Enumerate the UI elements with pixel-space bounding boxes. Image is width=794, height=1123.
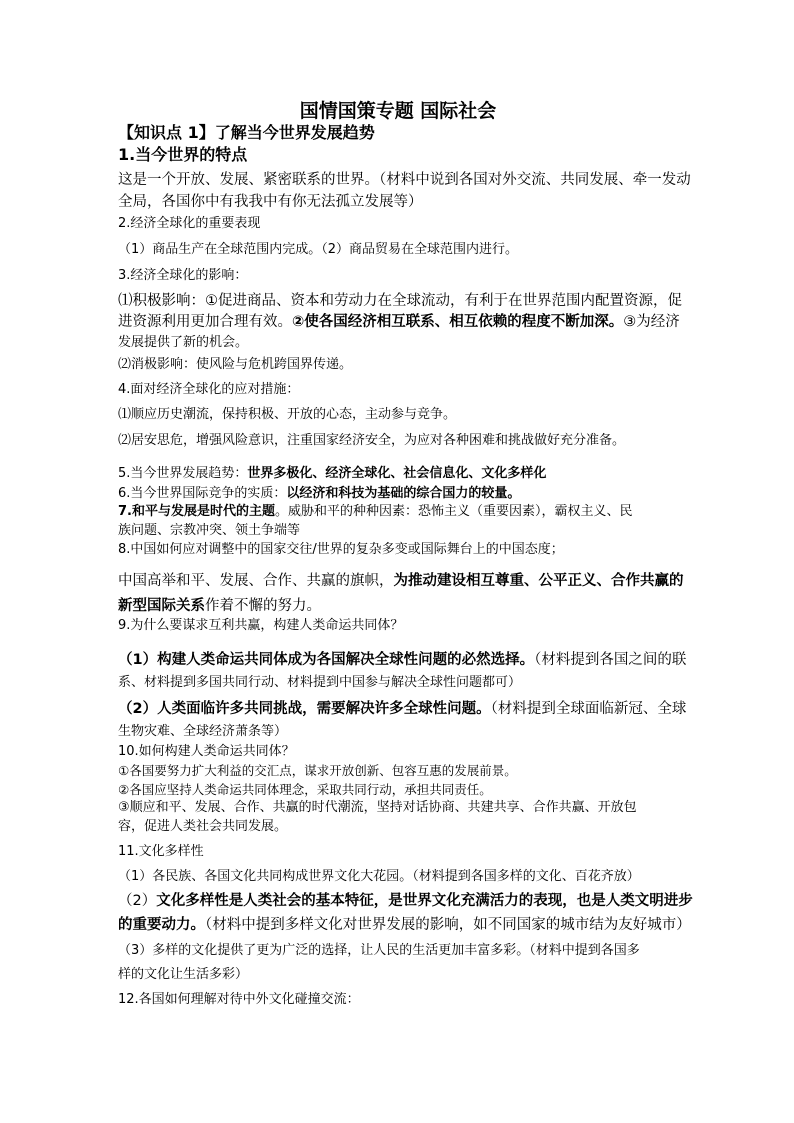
section-11-heading: 11.文化多样性 bbox=[118, 844, 204, 859]
s11-text: （材料中提到多样文化对世界发展的影响，如不同国家的城市结为友好城市） bbox=[205, 917, 691, 933]
s3-bold-text: ②使各国经济相互联系、相互依赖的程度不断加深。 bbox=[292, 314, 624, 330]
s9-point-1-bold: （1）构建人类命运共同体成为各国解决全球性问题的必然选择。 bbox=[118, 652, 535, 668]
s8-text: 中国高举和平、发展、合作、共赢的旗帜， bbox=[118, 573, 394, 589]
s8-bold: 为推动建设相互尊重、公平正义、合作共赢的 bbox=[393, 573, 684, 589]
section-5-line bbox=[118, 465, 546, 483]
s9-point-1-line-1 bbox=[118, 651, 686, 669]
s6-label: 6.当今世界国际竞争的实质： bbox=[118, 486, 287, 501]
section-9-heading: 9.为什么要谋求互利共赢，构建人类命运共同体？ bbox=[118, 618, 404, 633]
s8-line-1 bbox=[118, 572, 684, 590]
s10-line-4: 容，促进人类社会共同发展。 bbox=[118, 819, 288, 834]
s11-line-4: （3）多样的文化提供了更为广泛的选择，让人民的生活更加丰富多彩。（材料中提到各国多 bbox=[118, 943, 640, 958]
s11-line-5: 样的文化让生活多彩） bbox=[118, 967, 249, 982]
s3-negative-line: ⑵消极影响：使风险与危机跨国界传递。 bbox=[118, 357, 353, 372]
section-12-heading: 12.各国如何理解对待中外文化碰撞交流： bbox=[118, 992, 360, 1007]
s11-line-1: （1）各民族、各国文化共同构成世界文化大花园。（材料提到各国多样的文化、百花齐放） bbox=[118, 869, 640, 884]
section-7-line-2: 族问题、宗教冲突、领土争端等 bbox=[118, 523, 301, 538]
s9-point-2-text: （材料提到全球面临新冠、全球 bbox=[490, 701, 687, 717]
section-10-heading: 10.如何构建人类命运共同体？ bbox=[118, 744, 295, 759]
s1-line-2: 全局，各国你中有我我中有你无法孤立发展等） bbox=[118, 194, 423, 210]
s3-positive-line-3: 发展提供了新的机会。 bbox=[118, 335, 249, 350]
s9-point-2-line-2: 生物灾难、全球经济萧条等） bbox=[118, 724, 288, 739]
section-2-heading: 2.经济全球化的重要表现 bbox=[118, 216, 261, 231]
s6-bold: 以经济和科技为基础的综合国力的较量。 bbox=[286, 486, 521, 501]
s11-prefix: （2） bbox=[118, 893, 157, 909]
s9-point-1-line-2: 系、材料提到多国共同行动、材料提到中国参与解决全球性问题都可） bbox=[118, 675, 522, 690]
page-title: 国情国策专题 国际社会 bbox=[299, 100, 497, 122]
s5-bold: 世界多极化、经济全球化、社会信息化、文化多样化 bbox=[247, 466, 547, 481]
s11-bold: 文化多样性是人类社会的基本特征，是世界文化充满活力的表现，也是人类文明进步 bbox=[156, 893, 693, 909]
s3-text-end: ③为经济 bbox=[623, 314, 680, 330]
s8-bold-2: 新型国际关系 bbox=[118, 598, 205, 614]
section-1-heading: 1.当今世界的特点 bbox=[118, 145, 248, 164]
s4-line-1: ⑴顺应历史潮流，保持积极、开放的心态，主动参与竞争。 bbox=[118, 407, 457, 422]
s11-line-3 bbox=[118, 916, 691, 934]
s11-line-2 bbox=[118, 892, 693, 910]
knowledge-point-heading: 【知识点 1】了解当今世界发展趋势 bbox=[118, 123, 375, 142]
s10-line-1: ①各国要努力扩大利益的交汇点，谋求开放创新、包容互惠的发展前景。 bbox=[118, 763, 517, 778]
s3-positive-line-1: ⑴积极影响：①促进商品、资本和劳动力在全球流动，有利于在世界范围内配置资源，促 bbox=[118, 293, 682, 309]
s7-bold: 7.和平与发展是时代的主题 bbox=[118, 504, 275, 519]
section-7-line-1 bbox=[118, 503, 633, 521]
s3-text: 进资源利用更加合理有效。 bbox=[118, 314, 292, 330]
s4-line-2: ⑵居安思危，增强风险意识，注重国家经济安全，为应对各种困难和挑战做好充分准备。 bbox=[118, 433, 626, 448]
section-4-heading: 4.面对经济全球化的应对措施： bbox=[118, 382, 300, 397]
s7-text: 。威胁和平的种种因素：恐怖主义（重要因素），霸权主义、民 bbox=[274, 504, 633, 519]
s9-point-2-bold: （2）人类面临许多共同挑战，需要解决许多全球性问题。 bbox=[118, 701, 491, 717]
s3-positive-line-2 bbox=[118, 313, 680, 331]
section-8-heading: 8.中国如何应对调整中的国家交往/世界的复杂多变或国际舞台上的中国态度； bbox=[118, 542, 564, 557]
s10-line-3: ③顺应和平、发展、合作、共赢的时代潮流，坚持对话协商、共建共享、合作共赢、开放包 bbox=[118, 800, 637, 815]
section-6-line bbox=[118, 485, 520, 503]
s11-bold-2: 的重要动力。 bbox=[118, 917, 205, 933]
s8-text-2: 作着不懈的努力。 bbox=[205, 598, 321, 614]
s10-line-2: ②各国应坚持人类命运共同体理念，采取共同行动，承担共同责任。 bbox=[118, 782, 492, 797]
s1-line-1: 这是一个开放、发展、紧密联系的世界。（材料中说到各国对外交流、共同发展、牵一发动 bbox=[118, 172, 691, 188]
s2-line-1: （1）商品生产在全球范围内完成。（2）商品贸易在全球范围内进行。 bbox=[118, 242, 519, 257]
s9-point-1-text: （材料提到各国之间的联 bbox=[534, 652, 687, 668]
section-3-heading: 3.经济全球化的影响： bbox=[118, 268, 248, 283]
s9-point-2-line-1 bbox=[118, 700, 686, 718]
s8-line-2 bbox=[118, 597, 321, 615]
s5-label: 5.当今世界发展趋势： bbox=[118, 466, 248, 481]
